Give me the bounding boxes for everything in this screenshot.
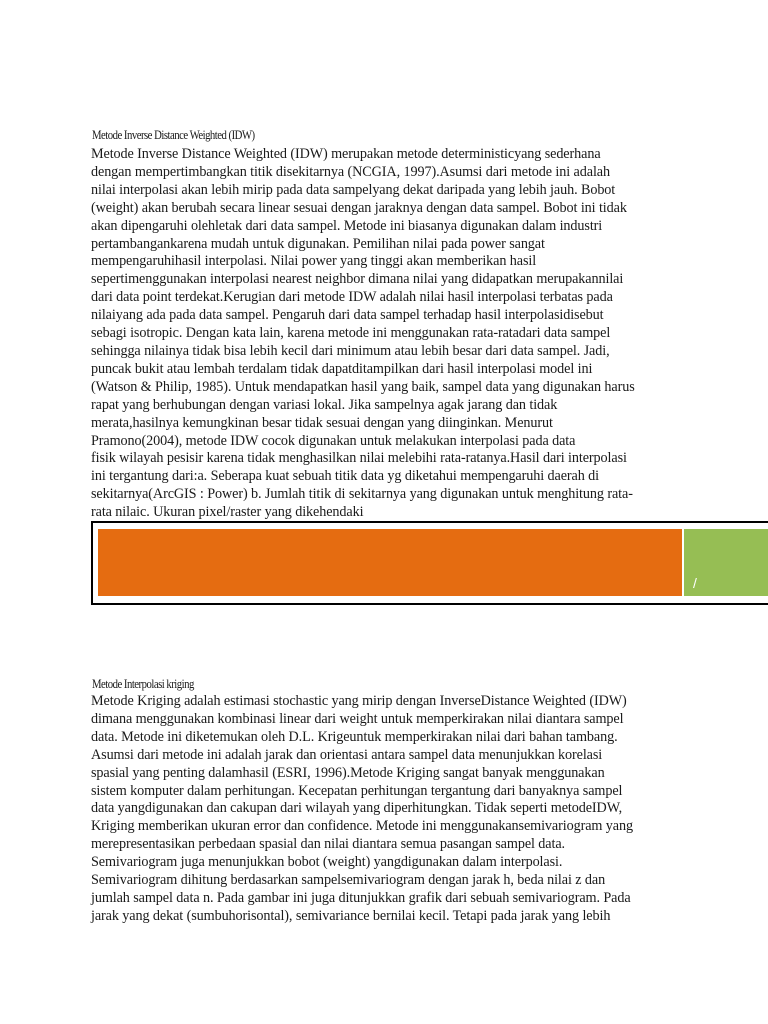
text-line: spasial yang penting dalamhasil (ESRI, 1996).Metode Kriging sangat banyak menggunakan: [91, 764, 605, 781]
text-line: fisik wilayah pesisir karena tidak menghasilkan nilai melebihi rata-ratanya.Hasil dari interpolasi: [91, 450, 627, 467]
text-line: merata,hasilnya kemungkinan besar tidak sesuai dengan yang diinginkan. Menurut: [91, 414, 553, 431]
text-line: dimana menggunakan kombinasi linear dari weight untuk memperkirakan nilai diantara sampel: [91, 710, 624, 727]
text-line: Metode Inverse Distance Weighted (IDW) merupakan metode deterministicyang sederhana: [91, 146, 601, 162]
text-line: Kriging memberikan ukuran error dan confidence. Metode ini menggunakansemivariogram yang: [91, 818, 633, 835]
text-line: Pramono(2004), metode IDW cocok digunakan untuk melakukan interpolasi pada data: [91, 432, 576, 449]
text-line: jumlah sampel data n. Pada gambar ini juga ditunjukkan grafik dari sebuah semivariogram. Pada: [91, 889, 631, 906]
text-line: dari data point terdekat.Kerugian dari metode IDW adalah nilai hasil interpolasi terbatas pada: [91, 289, 613, 306]
text-line: jarak yang dekat (sumbuhorisontal), semivariance bernilai kecil. Tetapi pada jarak yang lebih: [91, 907, 611, 924]
text-line: puncak bukit atau lembah terdalam tidak dapatditampilkan dari hasil interpolasi model ini: [91, 360, 593, 377]
text-line: (Watson & Philip, 1985). Untuk mendapatkan hasil yang baik, sampel data yang digunakan harus: [91, 378, 635, 395]
text-line: rata nilaic. Ukuran pixel/raster yang dikehendaki: [91, 504, 364, 521]
decorative-banner: [91, 521, 768, 605]
text-line: sehingga nilainya tidak bisa lebih kecil dari minimum atau lebih besar dari data sampel. Jadi,: [91, 342, 610, 359]
paragraph-idw: [91, 146, 731, 522]
text-line: ini tergantung dari:a. Seberapa kuat sebuah titik data yg diketahui mempengaruhi daerah di: [91, 468, 600, 485]
text-line: Semivariogram juga menunjukkan bobot (weight) yangdigunakan dalam interpolasi.: [91, 854, 563, 871]
paragraph-kriging: [91, 693, 731, 926]
text-line: sekitarnya(ArcGIS : Power) b. Jumlah titik di sekitarnya yang digunakan untuk menghitung rata-: [91, 486, 633, 503]
text-line: merepresentasikan perbedaan spasial dan nilai diantara semua pasangan sampel data.: [91, 836, 565, 853]
text-line: nilai interpolasi akan lebih mirip pada data sampelyang dekat daripada yang lebih jauh. Bobot: [91, 181, 616, 198]
text-line: pertambangankarena mudah untuk digunakan. Pemilihan nilai pada power sangat: [91, 235, 545, 252]
text-line: rapat yang berhubungan dengan variasi lokal. Jika sampelnya agak jarang dan tidak: [91, 396, 558, 413]
text-line: akan dipengaruhi olehletak dari data sampel. Metode ini biasanya digunakan dalam industri: [91, 217, 603, 234]
text-line: nilaiyang ada pada data sampel. Pengaruh dari data sampel terhadap hasil interpolasidisebut: [91, 307, 604, 324]
section-title-kriging: Metode Interpolasi kriging: [92, 677, 194, 691]
text-line: dengan mempertimbangkan titik disekitarnya (NCGIA, 1997).Asumsi dari metode ini adalah: [91, 163, 610, 180]
text-line: sebagi isotropic. Dengan kata lain, karena metode ini menggunakan rata-ratadari data sampel: [91, 325, 611, 342]
text-line: Metode Kriging adalah estimasi stochastic yang mirip dengan InverseDistance Weighted (IDW): [91, 693, 627, 709]
banner-slash-text: /: [693, 575, 697, 591]
text-line: data yangdigunakan dan cakupan dari wilayah yang diperhitungkan. Tidak seperti metodeIDW,: [91, 800, 623, 817]
banner-orange-block: [98, 529, 682, 596]
text-line: (weight) akan berubah secara linear sesuai dengan jaraknya dengan data sampel. Bobot ini tidak: [91, 199, 627, 216]
text-line: mempengaruhihasil interpolasi. Nilai power yang tinggi akan memberikan hasil: [91, 253, 537, 270]
text-line: Semivariogram dihitung berdasarkan sampelsemivariogram dengan jarak h, beda nilai z dan: [91, 872, 606, 889]
section-title-idw: Metode Inverse Distance Weighted (IDW): [92, 128, 255, 142]
text-line: sistem komputer dalam perhitungan. Kecepatan perhitungan tergantung dari banyaknya sampel: [91, 782, 623, 799]
text-line: sepertimenggunakan interpolasi nearest neighbor dimana nilai yang didapatkan merupakannilai: [91, 271, 624, 288]
text-line: data. Metode ini diketemukan oleh D.L. Krigeuntuk memperkirakan nilai dari bahan tambang.: [91, 728, 618, 745]
text-line: Asumsi dari metode ini adalah jarak dan orientasi antara sampel data menunjukkan korelasi: [91, 746, 603, 763]
